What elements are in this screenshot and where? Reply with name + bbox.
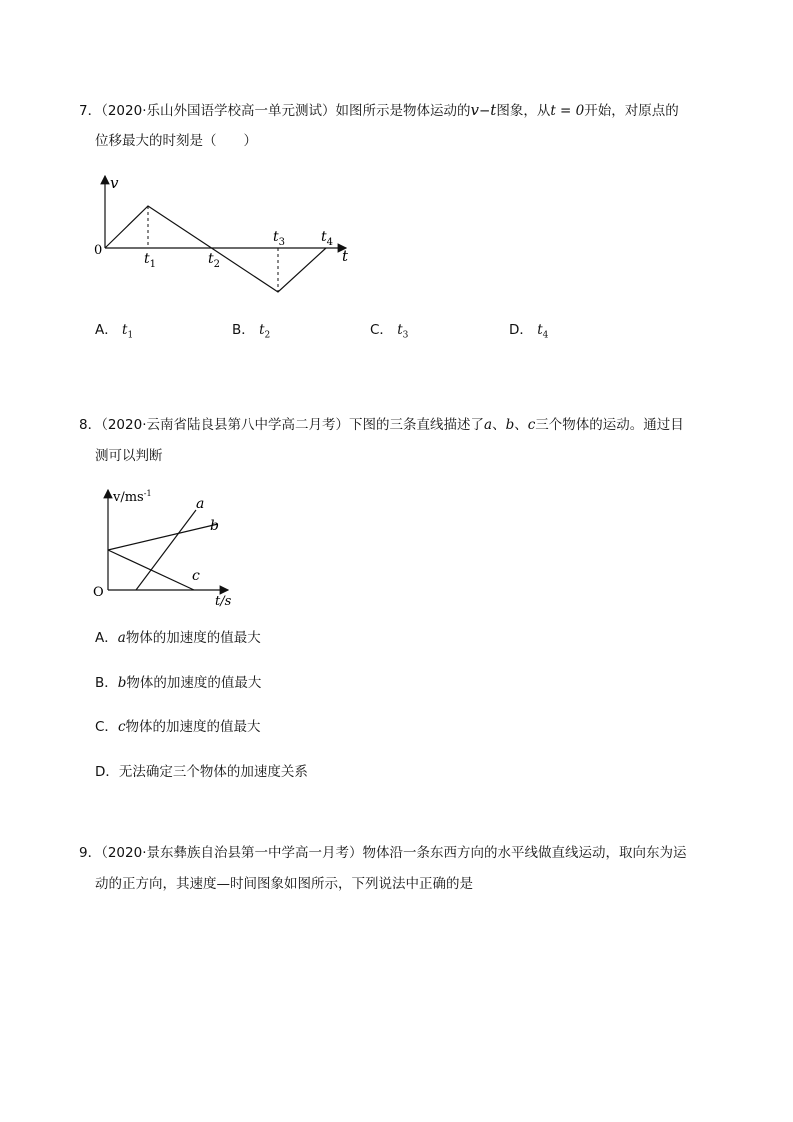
q8-option-d[interactable]: D．无法确定三个物体的加速度关系: [95, 764, 308, 780]
q7-option-d[interactable]: D． $t_4$: [509, 322, 549, 341]
q8-stem-line2: 测可以判断: [95, 448, 163, 464]
q8-line-b: [108, 524, 218, 550]
q9-stem-line2: 动的正方向，其速度—时间图象如图所示，下列说法中正确的是: [95, 876, 473, 892]
q8-label-c: c: [192, 568, 200, 584]
q7-stem-line1: 7．（2020·乐山外国语学校高一单元测试）如图所示是物体运动的v−t图象，从t = 0开始，对原点的: [79, 101, 679, 119]
q8-option-a[interactable]: A．a物体的加速度的值最大: [95, 630, 261, 646]
q8-option-c[interactable]: C．c物体的加速度的值最大: [95, 719, 261, 735]
q7-label-t2: $t_2$: [208, 251, 221, 270]
q8-ylabel: $v/ms^{-1}$: [113, 489, 152, 505]
q7-stem-line2: 位移最大的时刻是（ ）: [95, 133, 257, 149]
q7-condition: t = 0: [550, 103, 585, 119]
q8-stem-line1: 8．（2020·云南省陆良县第八中学高二月考）下图的三条直线描述了a、b、c三个物体的运动。通过目: [79, 417, 684, 433]
q8-vt-graph: [88, 484, 258, 610]
q7-option-c[interactable]: C． $t_3$: [370, 322, 409, 341]
q7-option-a[interactable]: A． $t_1$: [95, 322, 134, 341]
q7-origin: 0: [94, 243, 103, 258]
q7-label-t1: $t_1$: [144, 251, 157, 270]
q8-line-c: [108, 550, 194, 590]
q8-xlabel: t/s: [215, 594, 232, 609]
q8-origin: O: [93, 585, 104, 600]
q7-label-t4: $t_4$: [321, 229, 334, 248]
q7-option-b[interactable]: B． $t_2$: [232, 322, 271, 341]
q8-option-b[interactable]: B．b物体的加速度的值最大: [95, 675, 262, 691]
q7-vt-graph: [88, 168, 368, 300]
q7-xlabel: t: [342, 247, 349, 265]
q7-curve: [105, 206, 326, 292]
q9-stem-line1: 9．（2020·景东彝族自治县第一中学高一月考）物体沿一条东西方向的水平线做直线运动，取向东为运: [79, 845, 687, 861]
q7-label-t3: $t_3$: [273, 229, 286, 248]
q7-vt-v: v: [470, 101, 479, 119]
q8-label-b: b: [210, 518, 219, 534]
q8-label-a: a: [196, 496, 205, 512]
q8-line-a: [136, 510, 196, 590]
q7-ylabel: v: [110, 174, 119, 192]
